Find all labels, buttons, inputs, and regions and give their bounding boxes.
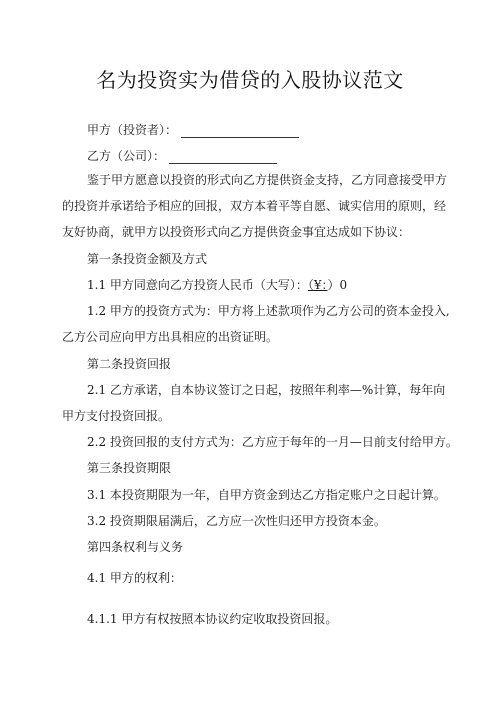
clause-3-2: 3.2 投资期限届满后，乙方应一次性归还甲方投资本金。: [87, 514, 386, 528]
article-3-title: 第三条投资期限: [87, 461, 172, 475]
clause-3-1: 3.1 本投资期限为一年，自甲方资金到达乙方指定账户之日起计算。: [87, 488, 446, 502]
clause-4-1-1: 4.1.1 甲方有权按照本协议约定收取投资回报。: [87, 612, 338, 626]
clause-1-2-line-2: 乙方公司应向甲方出具相应的出资证明。: [62, 330, 279, 344]
party-a-label: 甲方（投资者）：: [87, 123, 178, 137]
preamble-line-3: 友好协商，就甲方以投资形式向乙方提供资金事宜达成如下协议：: [62, 225, 411, 239]
preamble-line-1: 鉴于甲方愿意以投资的形式向乙方提供资金支持，乙方同意接受甲方: [87, 173, 448, 187]
article-2-title: 第二条投资回报: [87, 357, 172, 371]
clause-2-1-line-1: 2.1 乙方承诺，自本协议签订之日起，按照年利率—%计算，每年向: [87, 383, 446, 397]
clause-1-1: [87, 277, 347, 293]
clause-1-2-line-1: 1.2 甲方的投资方式为：甲方将上述款项作为乙方公司的资本金投入,: [87, 304, 450, 318]
party-b-label: 乙方（公司）：: [87, 149, 166, 163]
party-a-line: [87, 122, 299, 138]
party-a-blank[interactable]: [181, 125, 299, 138]
clause-1-1-prefix: 1.1 甲方同意向乙方投资人民币（大写）：: [87, 278, 308, 292]
preamble-line-2: 的投资并承诺给予相应的回报，双方本着平等自愿、诚实信用的原则，经: [62, 199, 447, 213]
article-1-title: 第一条投资金额及方式: [87, 252, 208, 266]
clause-2-2: 2.2 投资回报的支付方式为：乙方应于每年的一月—日前支付给甲方。: [87, 435, 458, 449]
party-b-line: [87, 148, 277, 164]
document-title: 名为投资实为借贷的入股协议范文: [96, 68, 404, 92]
party-b-blank[interactable]: [169, 151, 277, 164]
article-4-title: 第四条权利与义务: [87, 540, 184, 554]
clause-1-1-amount-blank[interactable]: （¥：: [307, 278, 328, 292]
clause-2-1-line-2: 甲方支付投资回报。: [62, 409, 171, 423]
clause-4-1: 4.1 甲方的权利：: [87, 571, 182, 585]
clause-1-1-suffix: ）0: [327, 278, 348, 292]
